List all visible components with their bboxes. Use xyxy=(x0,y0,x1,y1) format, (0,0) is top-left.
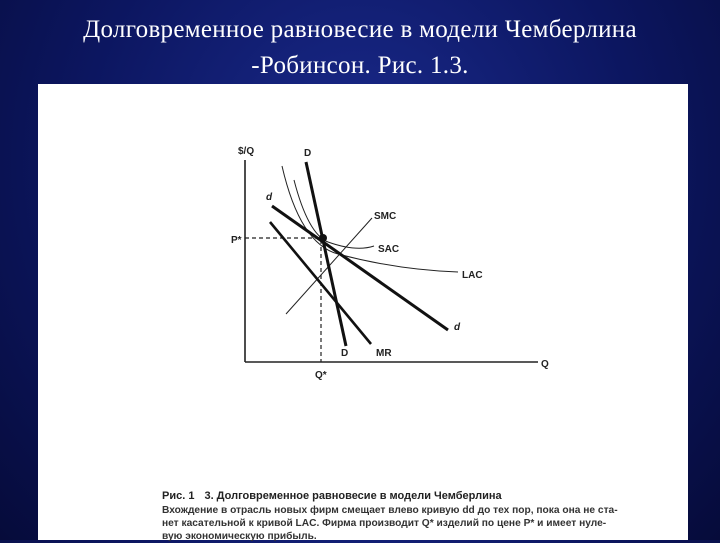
description-line-1: Вхождение в отрасль новых фирм смещает влево кривую dd до тех пор, пока она не ста- xyxy=(162,505,618,516)
figure-caption-block xyxy=(162,488,662,543)
y-axis-label: $/Q xyxy=(238,146,255,157)
mr-label: MR xyxy=(376,348,392,359)
sac-curve xyxy=(294,180,374,248)
q-star-label: Q* xyxy=(315,370,327,381)
slide-title xyxy=(20,12,700,84)
equilibrium-diagram xyxy=(38,84,688,484)
caption-number: Рис. 1 xyxy=(162,490,195,502)
figure-caption xyxy=(162,488,662,504)
title-line-1: Долговременное равновесие в модели Чемберлина xyxy=(83,16,637,43)
figure-card xyxy=(38,84,688,540)
d-curve-bottom-label: D xyxy=(341,348,349,359)
x-axis-label: Q xyxy=(541,359,549,370)
dd-curve-bottom-label: d xyxy=(454,322,461,333)
p-star-label: P* xyxy=(231,235,242,246)
smc-label: SMC xyxy=(374,211,397,222)
description-line-3: вую экономическую прибыль. xyxy=(162,531,317,542)
dd-curve-top-label: d xyxy=(266,192,273,203)
description-line-2: нет касательной к кривой LAC. Фирма производит Q* изделий по цене P* и имеет нуле- xyxy=(162,518,607,529)
demand-curve-d xyxy=(272,206,448,330)
lac-curve xyxy=(282,166,458,272)
sac-label: SAC xyxy=(378,244,400,255)
caption-text: 3. Долговременное равновесие в модели Чемберлина xyxy=(204,490,502,502)
title-line-2: -Робинсон. Рис. 1.3. xyxy=(251,52,469,79)
lac-label: LAC xyxy=(462,270,483,281)
equilibrium-point xyxy=(319,234,327,242)
d-curve-top-label: D xyxy=(304,148,312,159)
